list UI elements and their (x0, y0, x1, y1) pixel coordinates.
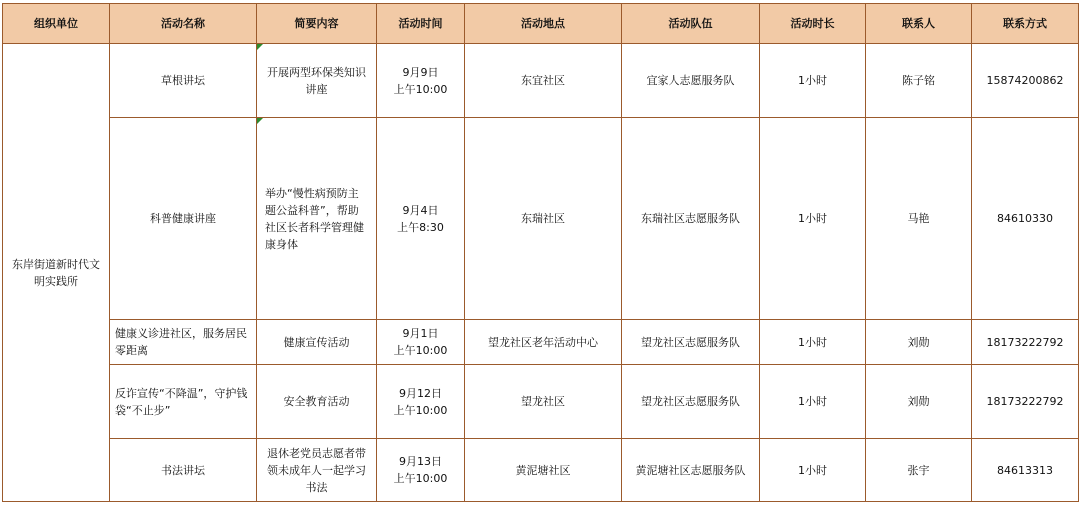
content-cell: 健康宣传活动 (257, 320, 377, 365)
team-cell: 黄泥塘社区志愿服务队 (622, 439, 760, 502)
clock-text: 上午8:30 (397, 220, 444, 234)
clock-text: 上午10:00 (393, 344, 448, 357)
date-text: 9月4日 (402, 203, 439, 217)
header-contact: 联系人 (866, 4, 972, 44)
team-cell: 宜家人志愿服务队 (622, 44, 760, 118)
time-cell (377, 118, 465, 320)
phone-cell: 15874200862 (972, 44, 1079, 118)
activity-name-cell: 健康义诊进社区，服务居民零距离 (110, 320, 257, 365)
header-content: 简要内容 (257, 4, 377, 44)
header-row (3, 4, 1079, 44)
clock-text: 上午10:00 (393, 82, 448, 96)
place-cell: 黄泥塘社区 (465, 439, 622, 502)
contact-cell: 刘勋 (866, 365, 972, 439)
time-cell (377, 44, 465, 118)
activity-name-cell: 草根讲坛 (110, 44, 257, 118)
clock-text: 上午10:00 (393, 403, 448, 417)
header-time: 活动时间 (377, 4, 465, 44)
header-team: 活动队伍 (622, 4, 760, 44)
team-cell: 东瑞社区志愿服务队 (622, 118, 760, 320)
contact-cell: 马艳 (866, 118, 972, 320)
activity-table (2, 3, 1079, 502)
clock-text: 上午10:00 (393, 472, 448, 485)
activity-table-container (2, 3, 1078, 501)
phone-cell: 84610330 (972, 118, 1079, 320)
table-row (3, 365, 1079, 439)
date-text: 9月12日 (399, 386, 442, 400)
phone-cell: 18173222792 (972, 320, 1079, 365)
header-org: 组织单位 (3, 4, 110, 44)
table-row (3, 118, 1079, 320)
table-row (3, 320, 1079, 365)
activity-name-cell: 反诈宣传“不降温”，守护钱袋“不止步” (110, 365, 257, 439)
header-duration: 活动时长 (760, 4, 866, 44)
duration-cell: 1小时 (760, 44, 866, 118)
org-cell: 东岸街道新时代文明实践所 (3, 44, 110, 502)
place-cell: 望龙社区老年活动中心 (465, 320, 622, 365)
contact-cell: 陈子铭 (866, 44, 972, 118)
header-name: 活动名称 (110, 4, 257, 44)
time-cell (377, 320, 465, 365)
duration-cell: 1小时 (760, 118, 866, 320)
table-row (3, 44, 1079, 118)
phone-cell: 84613313 (972, 439, 1079, 502)
time-cell (377, 365, 465, 439)
contact-cell: 刘勋 (866, 320, 972, 365)
activity-name-cell: 科普健康讲座 (110, 118, 257, 320)
content-cell: 开展两型环保类知识讲座 (257, 44, 377, 118)
duration-cell: 1小时 (760, 365, 866, 439)
header-place: 活动地点 (465, 4, 622, 44)
duration-cell: 1小时 (760, 320, 866, 365)
content-cell: 安全教育活动 (257, 365, 377, 439)
table-row (3, 439, 1079, 502)
place-cell: 东宜社区 (465, 44, 622, 118)
contact-cell: 张宇 (866, 439, 972, 502)
header-phone: 联系方式 (972, 4, 1079, 44)
team-cell: 望龙社区志愿服务队 (622, 365, 760, 439)
place-cell: 望龙社区 (465, 365, 622, 439)
place-cell: 东瑞社区 (465, 118, 622, 320)
date-text: 9月13日 (399, 455, 442, 468)
content-cell: 退休老党员志愿者带领未成年人一起学习书法 (257, 439, 377, 502)
date-text: 9月1日 (402, 327, 439, 340)
team-cell: 望龙社区志愿服务队 (622, 320, 760, 365)
phone-cell: 18173222792 (972, 365, 1079, 439)
time-cell (377, 439, 465, 502)
content-cell: 举办“慢性病预防主题公益科普”，帮助社区长者科学管理健康身体 (257, 118, 377, 320)
date-text: 9月9日 (402, 65, 439, 79)
activity-name-cell: 书法讲坛 (110, 439, 257, 502)
duration-cell: 1小时 (760, 439, 866, 502)
